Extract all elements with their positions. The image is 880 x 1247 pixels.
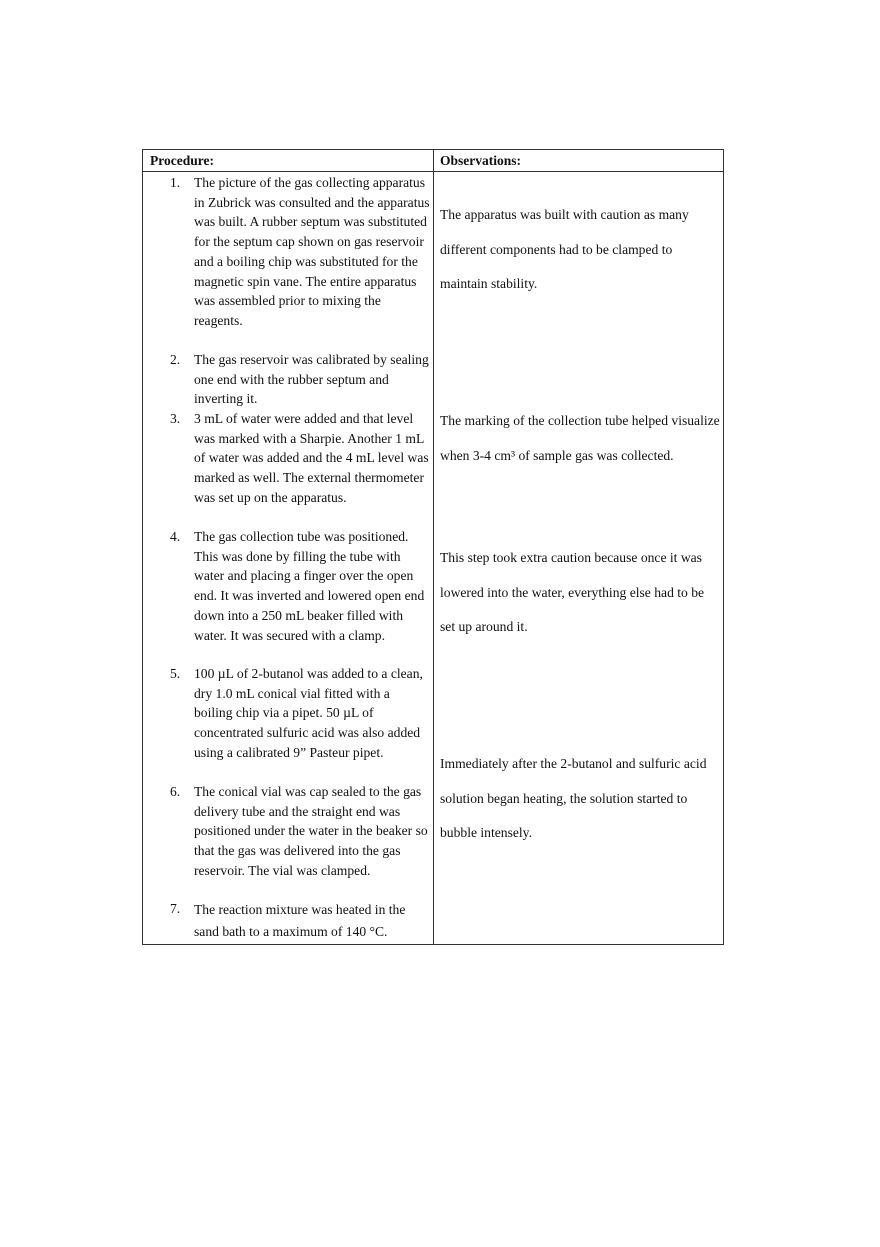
- step-number: 6.: [170, 784, 181, 799]
- step-number: 2.: [170, 352, 181, 367]
- step-number: 3.: [170, 411, 181, 426]
- step-text: The reaction mixture was heated in the sand bath to a maximum of 140 °C.: [194, 902, 406, 939]
- step-number: 1.: [170, 175, 181, 190]
- observation-3: This step took extra caution because once it was lowered into the water, everything else had to be set up around it.: [440, 550, 705, 634]
- header-divider: [143, 171, 723, 172]
- step-number: 7.: [170, 901, 181, 916]
- observation-4: Immediately after the 2-butanol and sulfuric acid solution began heating, the solution started to bubble intensely.: [440, 756, 707, 840]
- procedure-header: Procedure:: [150, 153, 214, 168]
- step-text: The conical vial was cap sealed to the gas delivery tube and the straight end was positioned under the water in the beaker so that the gas was delivered into the gas reservoir. The vial was clamped.: [194, 784, 428, 878]
- column-divider: [433, 150, 434, 944]
- step-text: 100 µL of 2-butanol was added to a clean, dry 1.0 mL conical vial fitted with a boiling chip via a pipet. 50 µL of concentrated sulfuric acid was also added using a calibrated 9” Pasteur pipet.: [194, 666, 423, 760]
- step-text: 3 mL of water were added and that level was marked with a Sharpie. Another 1 mL of water was added and the 4 mL level was marked as well. The external thermometer was set up on the apparatus.: [194, 411, 429, 505]
- procedure-observations-table: [142, 149, 724, 945]
- observation-1: The apparatus was built with caution as many different components had to be clamped to maintain stability.: [440, 207, 689, 291]
- step-number: 5.: [170, 666, 181, 681]
- observations-header: Observations:: [440, 153, 521, 168]
- step-text: The gas reservoir was calibrated by sealing one end with the rubber septum and inverting it.: [194, 352, 429, 407]
- step-number: 4.: [170, 529, 181, 544]
- step-text: The picture of the gas collecting apparatus in Zubrick was consulted and the apparatus was built. A rubber septum was substituted for the septum cap shown on gas reservoir and a boiling chip was substituted for the magnetic spin vane. The entire apparatus was assembled prior to mixing the reagents.: [194, 175, 430, 328]
- observation-2: The marking of the collection tube helped visualize when 3-4 cm³ of sample gas was collected.: [440, 413, 720, 463]
- step-text: The gas collection tube was positioned. This was done by filling the tube with water and placing a finger over the open end. It was inverted and lowered open end down into a 250 mL beaker filled with water. It was secured with a clamp.: [194, 529, 425, 643]
